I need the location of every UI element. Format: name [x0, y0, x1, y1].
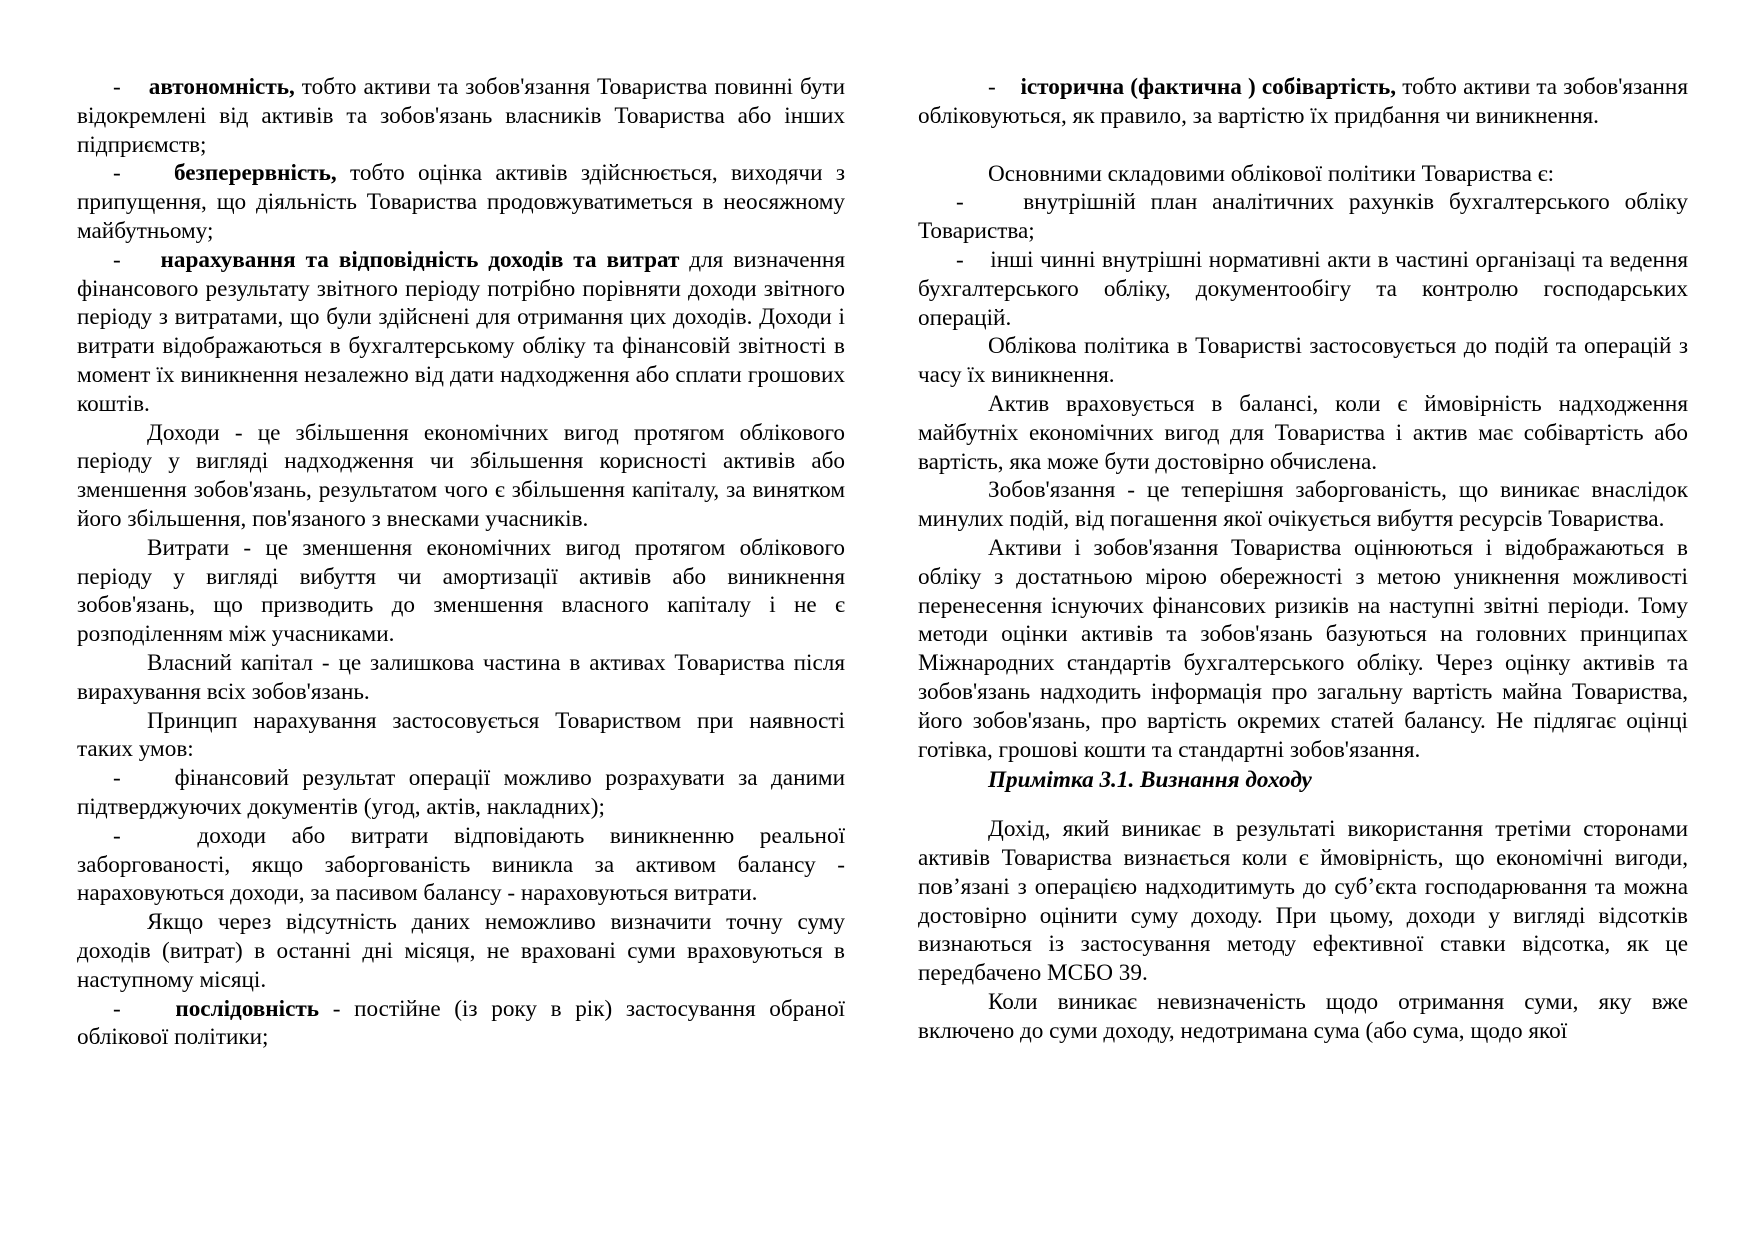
principle-accrual — [77, 246, 845, 419]
bullet-dash: - — [113, 160, 121, 187]
principle-autonomy — [77, 73, 845, 159]
component-text: внутрішній план аналітичних рахунків бухгалтерського обліку Товариства; — [918, 189, 1688, 245]
principle-term: нарахування та відповідність доходів та витрат — [160, 246, 680, 273]
condition-text: фінансовий результат операції можливо розрахувати за даними підтверджуючих документів (угод, актів, накладних); — [77, 765, 846, 820]
bullet-dash: - — [956, 189, 964, 216]
paragraph-equity: Власний капітал - це залишкова частина в активах Товариства після вирахування всіх зобов'язань. — [77, 649, 845, 705]
bullet-dash: - — [988, 74, 996, 100]
paragraph-liability: Зобов'язання - це теперішня заборгованість, що виникає внаслідок минулих подій, від погашення якої очікується вибуття ресурсів Товариства. — [918, 477, 1688, 533]
bullet-dash: - — [113, 246, 121, 273]
paragraph-income: Доходи - це збільшення економічних вигод протягом облікового періоду у вигляді надходження чи збільшення корисності активів або зменшення зобов'язань, результатом чого є збільшення капіталу, за винятком його збільшення, пов'язаного з внесками учасників. — [77, 419, 845, 532]
principle-text: - постійне (із року в рік) застосування обраної облікової політики; — [77, 995, 845, 1051]
principle-text: тобто активи та зобов'язання Товариства повинні бути відокремлені від активів та зобов'язань власників Товариства або інших підприємств; — [77, 74, 846, 158]
bullet-dash: - — [113, 822, 121, 849]
paragraph-revenue: Дохід, який виникає в результаті використання третіми сторонами активів Товариства визнається коли є ймовірність, що економічні вигоди, пов’язані з операцією надходитимуть до суб’єкта господарювання та можна достовірно оцінити суму доходу. При цьому, доходи у вигляді відсотків визнаються із застосування методу ефективної ставки відсотка, як це передбачено МСБО 39. — [918, 816, 1688, 987]
principle-text: тобто оцінка активів здійснюється, виходячи з припущення, що діяльність Товариства продовжуватиметься в неосяжному майбутньому; — [77, 160, 845, 244]
condition-item — [77, 764, 845, 822]
component-text: інші чинні внутрішні нормативні акти в частині організаці та ведення бухгалтерського обліку, документообігу та контролю господарських операцій. — [918, 246, 1689, 331]
principle-text: тобто активи та зобов'язання обліковуються, як правило, за вартістю їх придбання чи виникнення. — [918, 74, 1689, 129]
principle-term: безперервність, — [174, 160, 337, 187]
principle-consistency — [77, 995, 845, 1053]
paragraph-accrual-conditions: Принцип нарахування застосовується Товариством при наявності таких умов: — [77, 707, 845, 763]
paragraph-spacer — [918, 131, 1688, 160]
bullet-dash: - — [956, 246, 964, 273]
paragraph-asset-recognition: Актив враховується в балансі, коли є ймовірність надходження майбутніх економічних вигод для Товариства і актив має собівартість або вартість, яка може бути достовірно обчислена. — [918, 390, 1688, 475]
principle-continuity — [77, 159, 845, 245]
principle-term: послідовність — [175, 995, 320, 1022]
right-column — [918, 73, 1688, 1046]
principle-term: історична (фактична ) собівартість, — [1020, 74, 1397, 100]
paragraph-uncertainty: Коли виникає невизначеність щодо отримання суми, яку вже включено до суми доходу, недотримана сума (або сума, щодо якої — [918, 988, 1688, 1044]
bullet-dash: - — [113, 765, 121, 792]
principle-text: для визначення фінансового результату звітного періоду потрібно порівняти доходи звітного періоду з витратами, що були здійснені для отримання цих доходів. Доходи і витрати відображаються в бухгалтерському обліку та фінансовій звітності в момент їх виникнення незалежно від дати надходження або сплати грошових коштів. — [77, 246, 845, 417]
left-column — [77, 73, 845, 1052]
principle-historical-cost — [918, 73, 1688, 131]
condition-item — [77, 822, 845, 908]
paragraph-policy-components: Основними складовими облікової політики Товариства є: — [988, 160, 1555, 187]
bullet-dash: - — [113, 74, 121, 100]
bullet-dash: - — [113, 995, 121, 1022]
paragraph-valuation: Активи і зобов'язання Товариства оцінюються і відображаються в обліку з достатньою мірою обережності з метою уникнення можливості перенесення існуючих фінансових ризиків на наступні звітні періоди. Тому методи оцінки активів та зобов'язань базуються на головних принципах Міжнародних стандартів бухгалтерського обліку. Через оцінку активів та зобов'язань надходить інформація про загальну вартість майна Товариства, його зобов'язань, про вартість окремих статей балансу. Не підлягає оцінці готівка, грошові кошти та стандартні зобов'язання. — [918, 534, 1688, 763]
condition-text: доходи або витрати відповідають виникненню реальної заборгованості, якщо заборгованість виникла за активом балансу - нараховуються доходи, за пасивом балансу - нараховуються витрати. — [77, 822, 846, 907]
principle-term: автономність, — [148, 74, 295, 100]
paragraph-policy-application: Облікова політика в Товаристві застосовується до подій та операцій з часу їх виникнення. — [918, 333, 1688, 389]
component-item — [918, 188, 1688, 246]
paragraph-expenses: Витрати - це зменшення економічних вигод протягом облікового періоду у вигляді вибуття чи амортизації активів або виникнення зобов'язань, що призводить до зменшення власного капіталу і не є розподіленням між учасниками. — [77, 534, 845, 648]
component-item — [918, 246, 1688, 332]
note-heading: Примітка 3.1. Визнання доходу — [988, 767, 1312, 794]
paragraph-missing-data: Якщо через відсутність даних неможливо визначити точну суму доходів (витрат) в останні дні місяця, не враховані суми враховуються в наступному місяці. — [77, 909, 845, 993]
